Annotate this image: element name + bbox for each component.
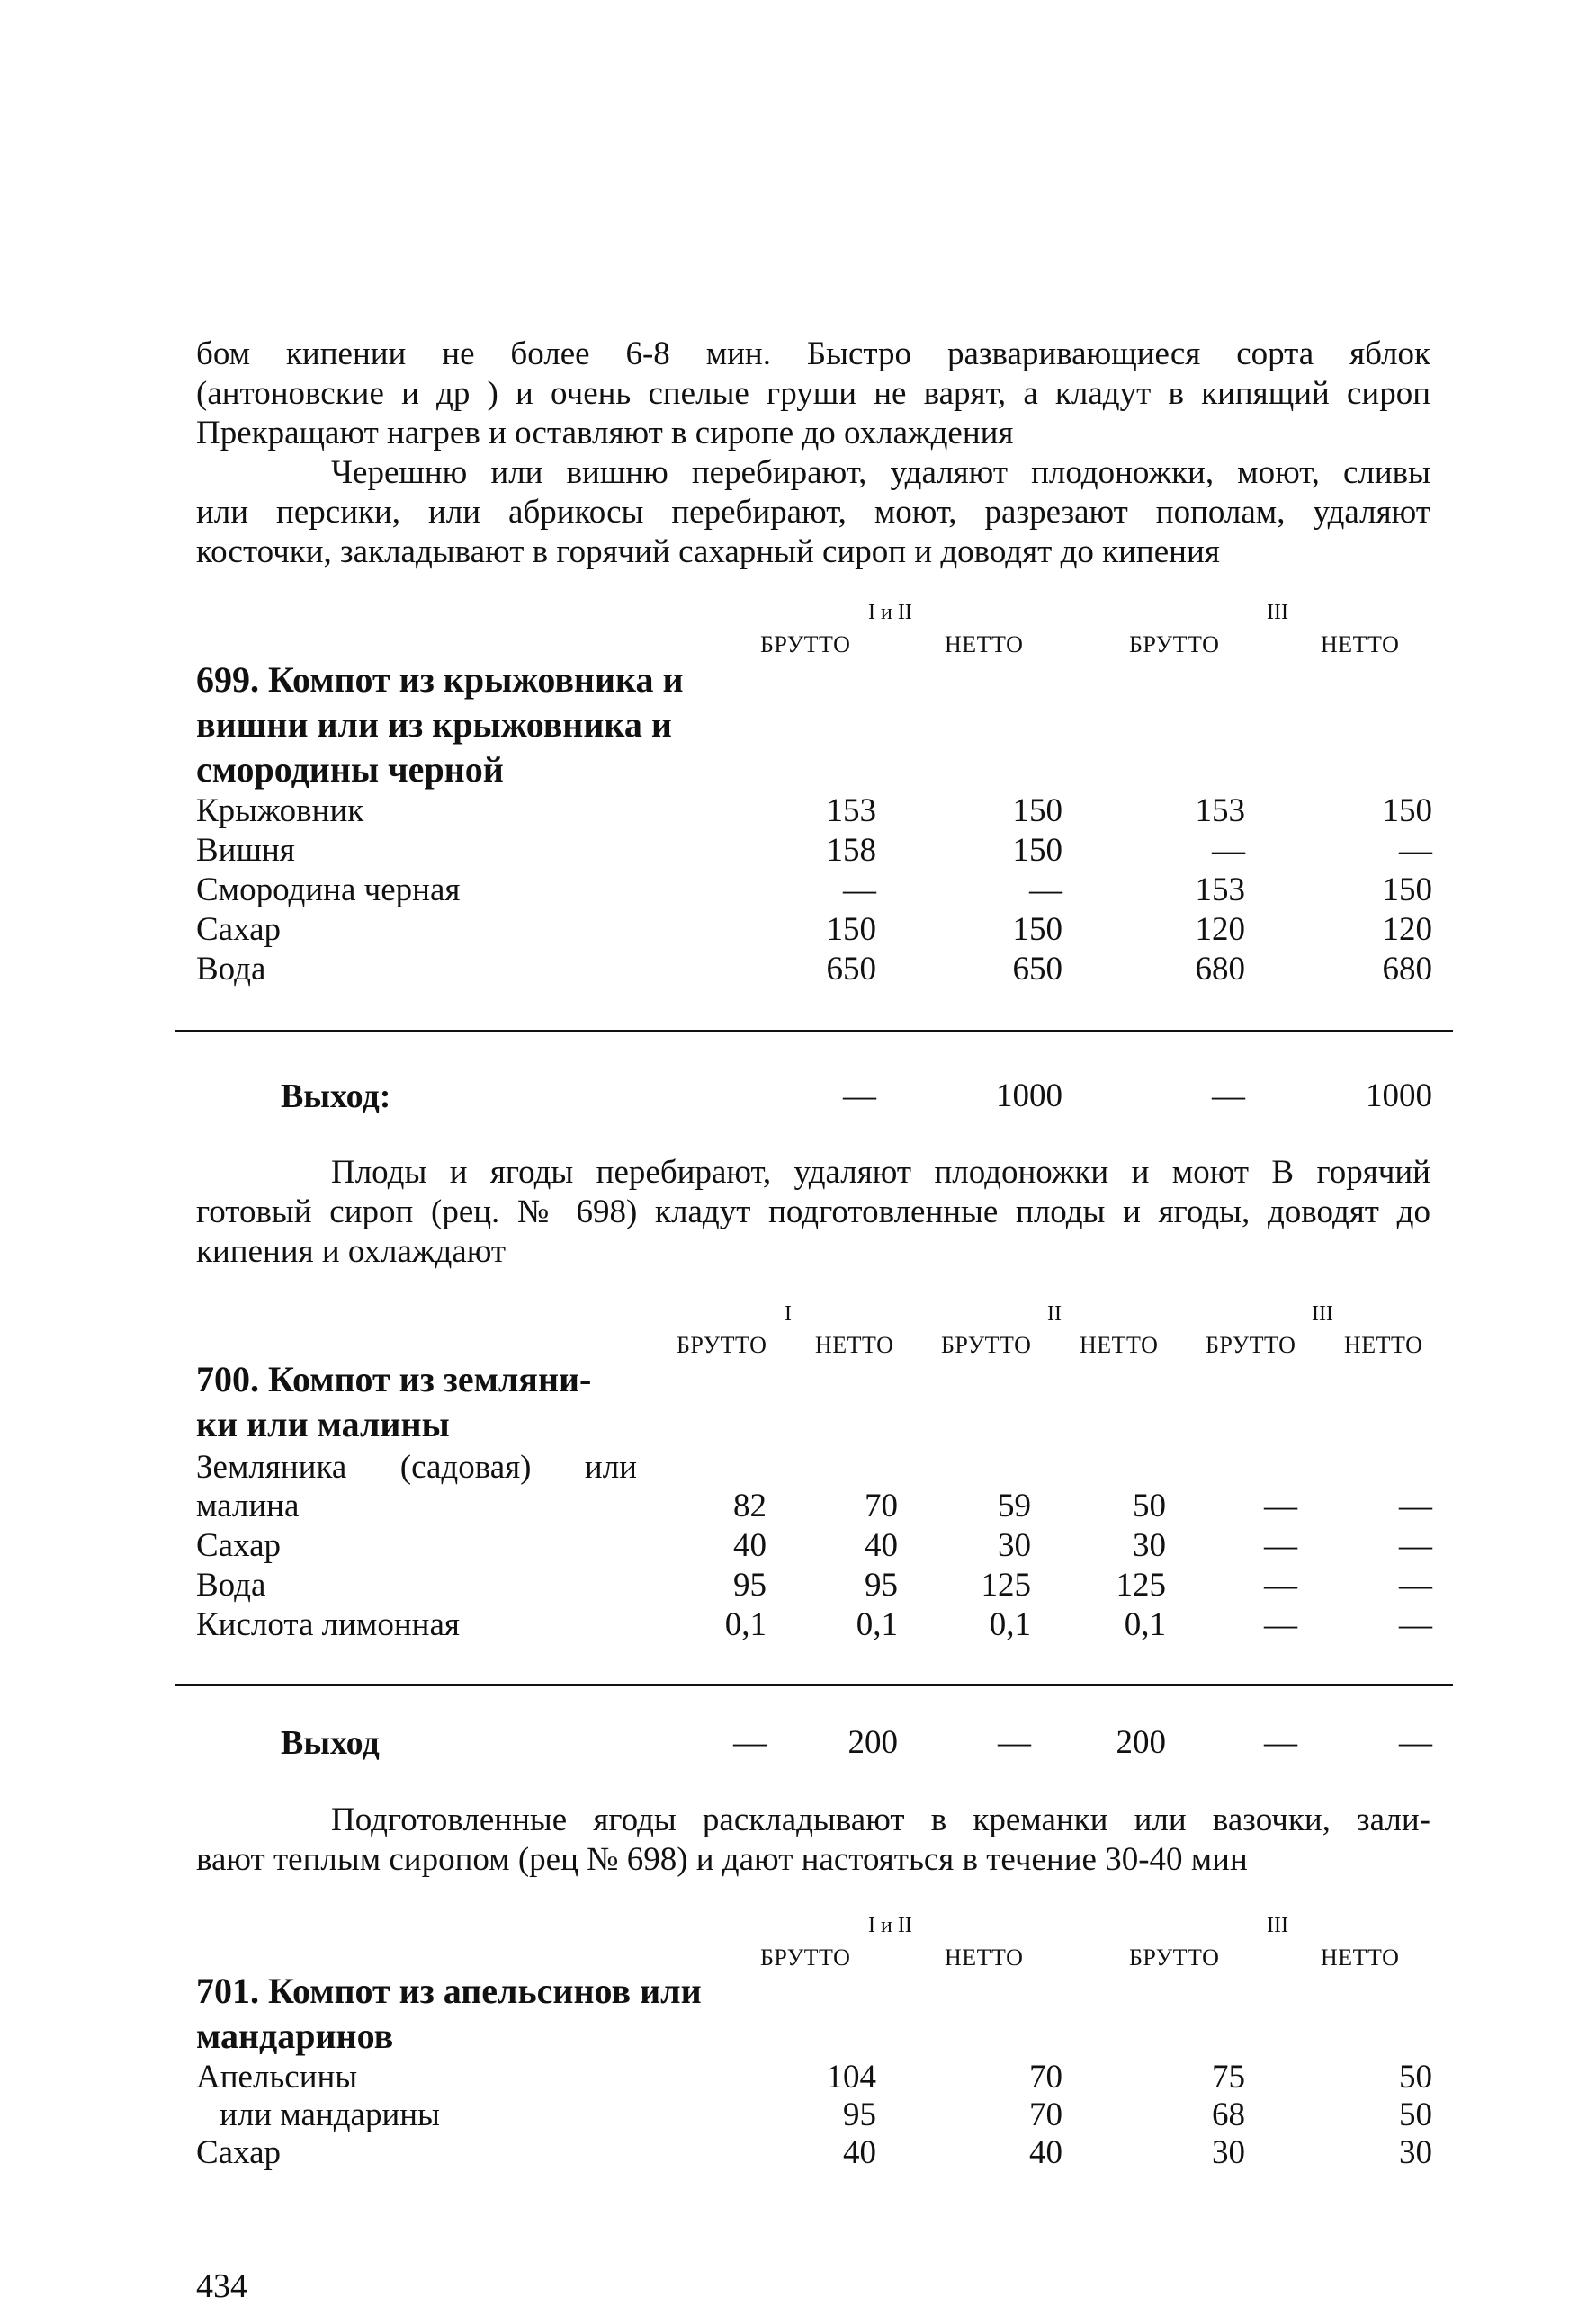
column-group-label: III [1312,1302,1333,1326]
ingredient-name: Смородина черная [196,872,461,908]
table-cell: 30 [998,1527,1031,1564]
ingredient-name: Сахар [196,911,282,948]
table-cell: 680 [1382,951,1432,988]
table-cell: 150 [826,911,876,948]
table-cell: 70 [1029,2059,1062,2096]
column-header: НЕТТО [945,631,1024,657]
table-cell: — [1399,832,1432,869]
column-header: БРУТТО [677,1332,767,1358]
ingredient-name: Вишня [196,832,295,869]
ingredient-name: Вода [196,1567,266,1604]
recipe-title: вишни или из крыжовника и [196,704,672,745]
table-cell: 104 [826,2059,876,2096]
column-group-label: I и II [868,601,912,624]
table-cell: — [1264,1567,1297,1604]
table-cell: 650 [1012,951,1062,988]
table-cell: 125 [981,1567,1031,1604]
text-line: бом кипении не более 6-8 мин. Быстро разваривающиеся сорта яблок [196,335,1430,372]
table-rule [175,1030,1453,1032]
text-line: готовый сироп (рец. № 698) кладут подготовленные плоды и ягоды, доводят до [196,1193,1430,1230]
column-header: БРУТТО [1206,1332,1296,1358]
page-number: 434 [196,2267,247,2305]
table-cell: 153 [826,792,876,829]
table-cell: 0,1 [1124,1606,1166,1643]
table-cell: 70 [1029,2096,1062,2133]
ingredient-name: малина [196,1488,300,1524]
table-cell: 30 [1212,2134,1245,2171]
ingredient-name: Апельсины [196,2059,358,2096]
recipe-title: 701. Компот из апельсинов или [196,1971,702,2011]
table-cell: 153 [1195,792,1245,829]
recipe-title: 699. Компот из крыжовника и [196,659,684,700]
table-cell: 95 [733,1567,767,1604]
table-cell: — [1264,1488,1297,1524]
column-group-label: III [1267,601,1288,624]
table-cell: 125 [1116,1567,1166,1604]
table-cell: 150 [1012,832,1062,869]
table-cell: — [1399,1606,1432,1643]
table-cell: 59 [998,1488,1031,1524]
table-cell: 0,1 [724,1606,767,1643]
column-group-label: I [785,1302,792,1326]
column-header: БРУТТО [760,631,851,657]
recipe-description [196,1153,1430,1272]
table-cell: — [1264,1606,1297,1643]
column-group-label: III [1267,1914,1288,1937]
yield-label: Выход: [281,1077,391,1115]
table-cell: 95 [865,1567,898,1604]
table-cell: 120 [1195,911,1245,948]
ingredient-name: Сахар [196,2134,282,2171]
recipe-title: смородины черной [196,749,504,790]
text-line: Плоды и ягоды перебирают, удаляют плодоножки и моют В горячий [331,1154,1430,1191]
column-group-label: I и II [868,1914,912,1937]
ingredient-name: или мандарины [220,2096,440,2133]
ingredient-name: Кислота лимонная [196,1606,460,1643]
recipe-title: мандаринов [196,2016,394,2056]
ingredient-name: Вода [196,951,266,988]
column-header: НЕТТО [815,1332,894,1358]
yield-label: Выход [281,1724,380,1762]
table-cell: — [1399,1527,1432,1564]
table-cell: — [1212,832,1245,869]
table-cell: 40 [733,1527,767,1564]
table-cell: 40 [1029,2134,1062,2171]
intro-paragraph [196,335,1430,572]
table-cell: 50 [1133,1488,1166,1524]
table-cell: 40 [843,2134,876,2171]
column-header: БРУТТО [1129,1944,1220,1971]
column-header: НЕТТО [945,1944,1024,1971]
table-cell: — [1029,872,1062,908]
table-cell: 680 [1195,951,1245,988]
yield-cell: 200 [1116,1724,1166,1761]
table-cell: 50 [1399,2059,1432,2096]
text-line: кипения и охлаждают [196,1233,507,1270]
table-cell: 150 [1382,792,1432,829]
ingredient-name: Крыжовник [196,792,364,829]
table-cell: — [1399,1567,1432,1604]
recipe-title: ки или малины [196,1404,450,1444]
text-line: или персики, или абрикосы перебирают, моют, разрезают пополам, удаляют [196,494,1430,531]
yield-cell: — [733,1724,767,1761]
table-cell: 120 [1382,911,1432,948]
text-line: косточки, закладывают в горячий сахарный сироп и доводят до кипения [196,533,1220,570]
yield-cell: 1000 [996,1077,1062,1114]
yield-cell: — [1212,1077,1245,1114]
ingredient-name: Сахар [196,1527,282,1564]
table-cell: — [1399,1488,1432,1524]
column-header: БРУТТО [941,1332,1032,1358]
table-rule [175,1684,1453,1686]
table-cell: 75 [1212,2059,1245,2096]
table-cell: 40 [865,1527,898,1564]
column-group-label: II [1047,1302,1062,1326]
table-cell: — [1264,1527,1297,1564]
yield-cell: — [843,1077,876,1114]
column-header: НЕТТО [1321,1944,1400,1971]
table-cell: 0,1 [989,1606,1031,1643]
text-line: Прекращают нагрев и оставляют в сиропе до охлаждения [196,415,1014,451]
table-cell: 0,1 [856,1606,898,1643]
yield-cell: 1000 [1366,1077,1432,1114]
column-header: НЕТТО [1321,631,1400,657]
column-header: НЕТТО [1080,1332,1159,1358]
table-cell: 158 [826,832,876,869]
table-cell: 30 [1399,2134,1432,2171]
yield-cell: — [1399,1724,1432,1761]
table-cell: 30 [1133,1527,1166,1564]
table-cell: 68 [1212,2096,1245,2133]
table-cell: 150 [1012,792,1062,829]
text-line: Подготовленные ягоды раскладывают в креманки или вазочки, зали- [331,1801,1430,1838]
column-header: НЕТТО [1344,1332,1423,1358]
column-header: БРУТТО [760,1944,851,1971]
text-line: Черешню или вишню перебирают, удаляют плодоножки, моют, сливы [331,454,1430,491]
text-line: вают теплым сиропом (рец № 698) и дают настояться в течение 30-40 мин [196,1841,1248,1878]
column-header: БРУТТО [1129,631,1220,657]
table-cell: 650 [826,951,876,988]
yield-cell: 200 [847,1724,898,1761]
table-cell: 82 [733,1488,767,1524]
yield-cell: — [998,1724,1031,1761]
table-cell: — [843,872,876,908]
table-cell: 150 [1382,872,1432,908]
ingredient-name: Земляника (садовая) или [196,1449,637,1486]
text-line: (антоновские и др ) и очень спелые груши не варят, а кладут в кипящий сироп [196,375,1430,412]
table-cell: 153 [1195,872,1245,908]
table-cell: 70 [865,1488,898,1524]
recipe-description [196,1801,1430,1880]
recipe-title: 700. Компот из земляни- [196,1359,592,1399]
yield-cell: — [1264,1724,1297,1761]
table-cell: 150 [1012,911,1062,948]
table-cell: 50 [1399,2096,1432,2133]
table-cell: 95 [843,2096,876,2133]
